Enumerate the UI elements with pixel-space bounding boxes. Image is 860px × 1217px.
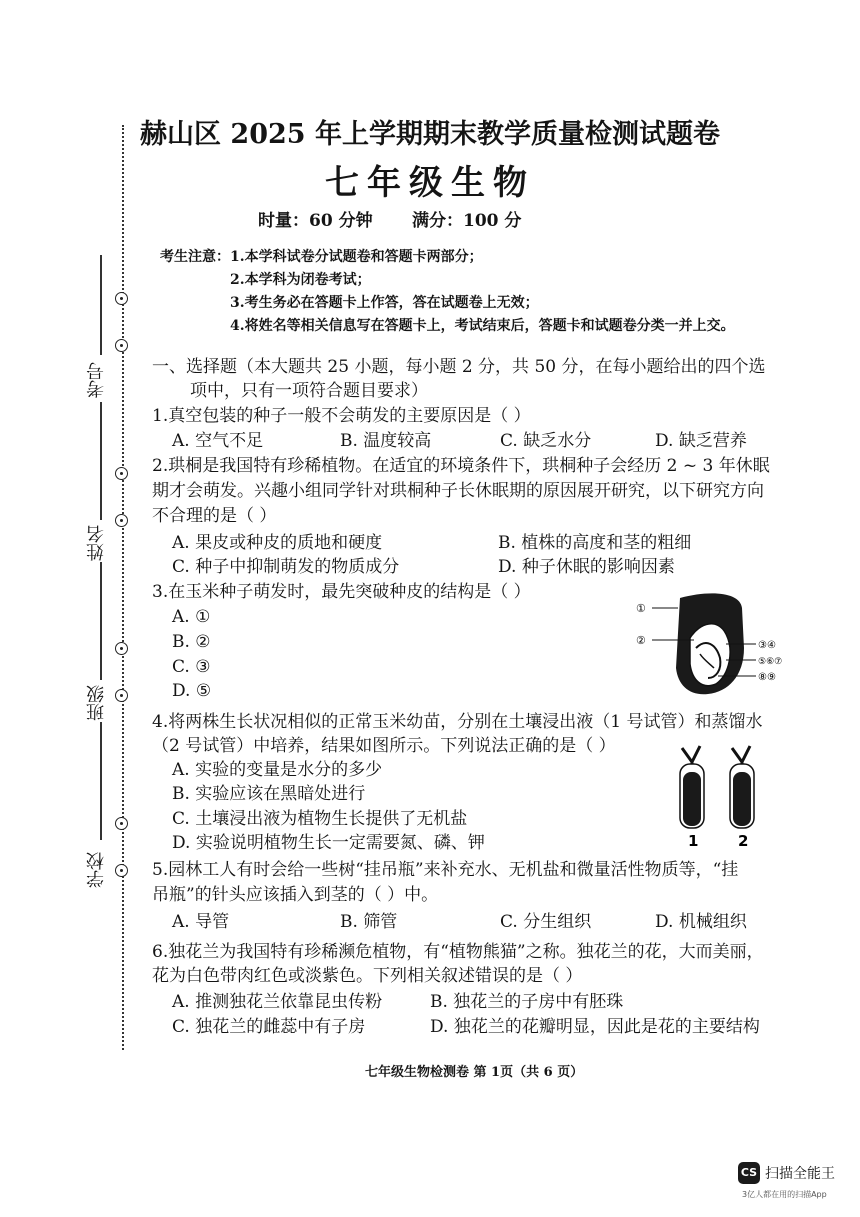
corn-seed-figure <box>630 588 790 700</box>
binding-circle-icon <box>115 642 128 655</box>
binding-circle-icon <box>115 817 128 830</box>
binding-circle-icon <box>115 689 128 702</box>
fig-label-1: ① <box>636 602 646 615</box>
notice-item-2: 2.本学科为闭卷考试； <box>230 272 371 288</box>
binding-circle-icon <box>115 467 128 480</box>
q4-stem-line1: 4.将两株生长状况相似的正常玉米幼苗，分别在土壤浸出液（1 号试管）和蒸馏水 <box>152 712 763 732</box>
cs-logo-icon: CS <box>738 1162 760 1184</box>
fig-label-3: ③④ <box>758 640 776 651</box>
page-footer: 七年级生物检测卷 第 1页（共 6 页） <box>365 1065 584 1080</box>
q2-option-b: B. 植株的高度和茎的粗细 <box>498 533 692 553</box>
q4-stem-line2: （2 号试管）中培养，结果如图所示。下列说法正确的是（ ） <box>152 736 616 756</box>
q3-option-b: B. ② <box>172 632 211 652</box>
q6-option-a: A. 推测独花兰依靠昆虫传粉 <box>172 992 383 1012</box>
name-label: 姓名 <box>86 525 107 561</box>
binding-circle-icon <box>115 864 128 877</box>
q6-stem-line1: 6.独花兰为我国特有珍稀濒危植物，有“植物熊猫”之称。独花兰的花，大而美丽， <box>152 942 764 962</box>
q6-stem-line2: 花为白色带肉红色或淡紫色。下列相关叙述错误的是（ ） <box>152 966 583 986</box>
binding-dotted-line <box>122 125 124 1050</box>
exam-no-label: 考号 <box>86 362 107 398</box>
fig-label-2: ② <box>636 634 646 647</box>
school-label: 学校 <box>86 852 107 888</box>
q2-option-a: A. 果皮或种皮的质地和硬度 <box>172 533 383 553</box>
q1-stem: 1.真空包装的种子一般不会萌发的主要原因是（ ） <box>152 406 531 426</box>
notice-label: 考生注意： <box>160 249 230 265</box>
test-tubes-figure <box>670 742 780 850</box>
tube-label-2: 2 <box>738 832 749 850</box>
q3-option-c: C. ③ <box>172 657 211 677</box>
school-underline <box>100 722 102 840</box>
q1-option-b: B. 温度较高 <box>340 431 432 451</box>
notice-item-3: 3.考生务必在答题卡上作答，答在试题卷上无效； <box>230 295 539 311</box>
binding-circle-icon <box>115 339 128 352</box>
q3-option-d: D. ⑤ <box>172 681 212 701</box>
class-underline <box>100 562 102 680</box>
fig-label-4: ⑤⑥⑦ <box>758 657 783 667</box>
class-label: 班级 <box>86 685 107 721</box>
q5-stem-line1: 5.园林工人有时会给一些树“挂吊瓶”来补充水、无机盐和微量活性物质等，“挂 <box>152 860 739 880</box>
q2-option-d: D. 种子休眠的影响因素 <box>498 557 675 577</box>
q2-stem-line3: 不合理的是（ ） <box>152 506 277 526</box>
q6-option-d: D. 独花兰的花瓣明显，因此是花的主要结构 <box>430 1017 760 1037</box>
q4-option-c: C. 土壤浸出液为植物生长提供了无机盐 <box>172 809 468 829</box>
name-underline <box>100 402 102 520</box>
q3-stem: 3.在玉米种子萌发时，最先突破种皮的结构是（ ） <box>152 582 531 602</box>
time-info: 时量：60 分钟 <box>258 211 373 231</box>
score-info: 满分：100 分 <box>412 211 522 231</box>
tube-label-1: 1 <box>688 832 699 850</box>
q1-option-d: D. 缺乏营养 <box>655 431 747 451</box>
exam-no-underline <box>100 255 102 355</box>
q4-option-b: B. 实验应该在黑暗处进行 <box>172 784 366 804</box>
q5-option-d: D. 机械组织 <box>655 912 747 932</box>
q3-option-a: A. ① <box>172 607 211 627</box>
q5-option-b: B. 筛管 <box>340 912 398 932</box>
q2-stem-line2: 期才会萌发。兴趣小组同学针对珙桐种子长休眠期的原因展开研究，以下研究方向 <box>152 481 764 501</box>
binding-circle-icon <box>115 514 128 527</box>
notice-item-1: 1.本学科试卷分试题卷和答题卡两部分； <box>230 249 483 265</box>
q2-stem-line1: 2.珙桐是我国特有珍稀植物。在适宜的环境条件下，珙桐种子会经历 2 ~ 3 年休眠 <box>152 456 770 476</box>
scanner-tagline: 3亿人都在用的扫描App <box>742 1190 827 1199</box>
section1-title-line1: 一、选择题（本大题共 25 小题，每小题 2 分，共 50 分，在每小题给出的四个选 <box>152 357 766 377</box>
binding-circle-icon <box>115 292 128 305</box>
q5-option-a: A. 导管 <box>172 912 230 932</box>
q4-option-d: D. 实验说明植物生长一定需要氮、磷、钾 <box>172 833 485 853</box>
q1-option-a: A. 空气不足 <box>172 431 264 451</box>
notice-item-4: 4.将姓名等相关信息写在答题卡上，考试结束后，答题卡和试题卷分类一并上交。 <box>230 318 735 334</box>
exam-title: 赫山区 2025 年上学期期末教学质量检测试题卷 <box>140 119 720 150</box>
q5-option-c: C. 分生组织 <box>500 912 592 932</box>
q6-option-c: C. 独花兰的雌蕊中有子房 <box>172 1017 366 1037</box>
q1-option-c: C. 缺乏水分 <box>500 431 592 451</box>
q5-stem-line2: 吊瓶”的针头应该插入到茎的（ ）中。 <box>152 885 439 905</box>
fig-label-5: ⑧⑨ <box>758 672 776 683</box>
q2-option-c: C. 种子中抑制萌发的物质成分 <box>172 557 400 577</box>
section1-title-line2: 项中，只有一项符合题目要求） <box>190 381 428 401</box>
q4-option-a: A. 实验的变量是水分的多少 <box>172 760 383 780</box>
subject-title: 七年级生物 <box>325 163 535 203</box>
scanner-app-name: 扫描全能王 <box>765 1166 835 1182</box>
q6-option-b: B. 独花兰的子房中有胚珠 <box>430 992 624 1012</box>
